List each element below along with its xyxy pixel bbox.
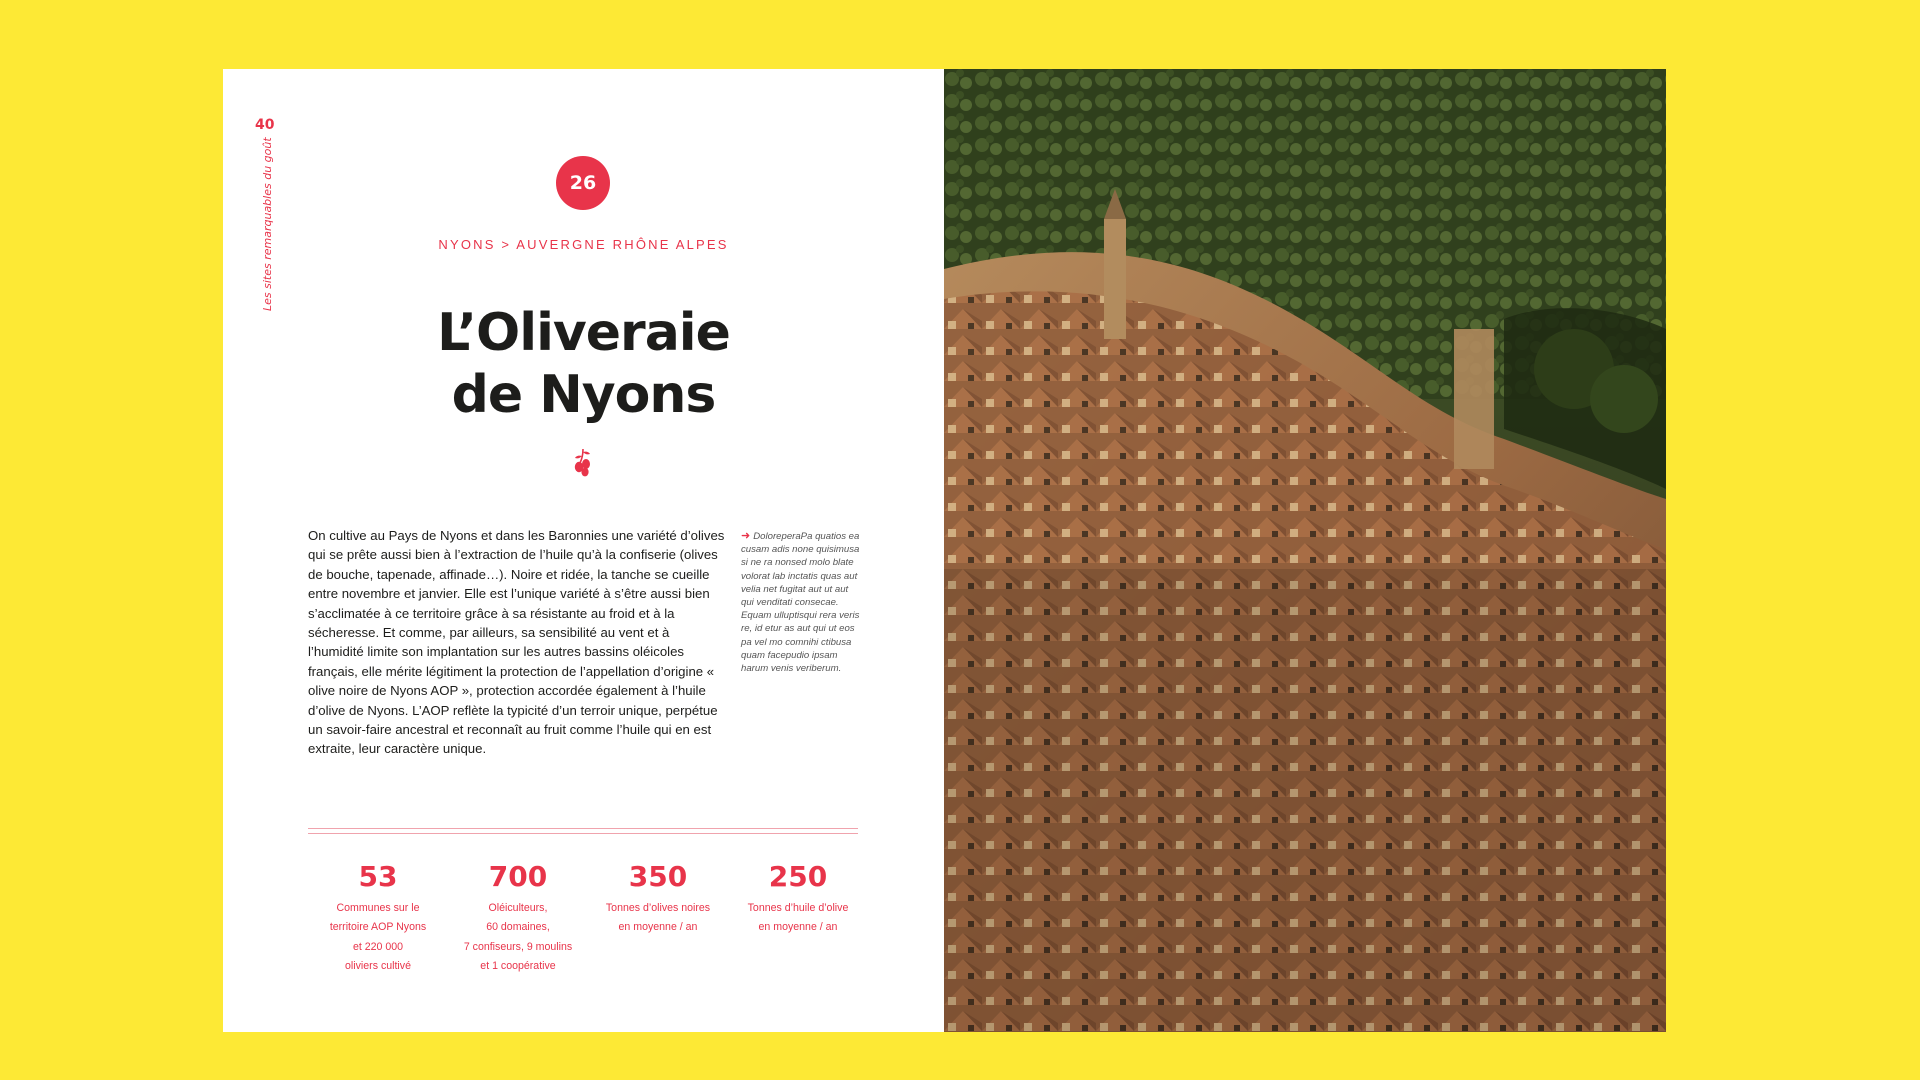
side-note <box>741 530 861 675</box>
arrow-right-icon: ➜ <box>741 530 751 542</box>
stat-label: Tonnes d’huile d’olive en moyenne / an <box>747 902 849 934</box>
stat-value: 250 <box>768 860 828 893</box>
running-title: Les sites remarquables du goût <box>261 137 274 311</box>
article-title <box>223 302 944 426</box>
right-page <box>944 69 1666 1032</box>
stat-oil-tonnage <box>728 859 868 938</box>
stat-label: Communes sur le territoire AOP Nyons et 220 000 oliviers cultivé <box>329 902 427 972</box>
stat-value: 700 <box>488 860 548 893</box>
site-number-badge: 26 <box>556 156 610 210</box>
title-line-1: L’Oliveraie <box>437 303 730 363</box>
title-line-2: de Nyons <box>451 365 716 425</box>
stat-oleiculteurs <box>448 859 588 976</box>
double-rule-divider <box>308 828 858 834</box>
page-number: 40 <box>255 117 275 133</box>
side-note-text: DoloreperaPa quatios ea cusam adis none quisimusa si ne ra nonsed molo blate volorat lab inctatis quas aut velia net fugitat aut ut aut qui venditati consecae. Equam ulluptisqui rera veris re, id etur as aut qui ut eos pa vel mo comnihi ctibusa quam facepudio ipsam harum venis veriberum. <box>741 531 860 675</box>
key-figures <box>308 859 868 989</box>
village-photo <box>944 69 1666 1032</box>
article-body: On cultive au Pays de Nyons et dans les Baronnies une variété d’olives qui se prête aussi bien à l’extraction de l’huile qu’à la confiserie (olives de bouche, tapenade, affinade…). Noire et ridée, la tanche se cueille entre novembre et janvier. Elle est l’unique variété à s’être aussi bien s’acclimatée à ce territoire grâce à sa résistante au froid et à la sécheresse. Et comme, par ailleurs, sa sensibilité au vent et à l’humidité limite son implantation sur les autres bassins oléicoles français, elle mérite légitiment la protection de l’appellation d’origine « olive noire de Nyons AOP », protection accordée également à l’huile d’olive de Nyons. L’AOP reflète la typicité d’un terroir unique, perpétue un savoir-faire ancestral et reconnaît au fruit comme l’huile qui en est extraite, leur caractère unique. <box>308 528 725 757</box>
stat-value: 350 <box>628 860 688 893</box>
olive-branch-icon <box>570 447 596 477</box>
stat-label: Tonnes d’olives noires en moyenne / an <box>605 902 711 934</box>
stat-label: Oléiculteurs, 60 domaines, 7 confiseurs, 9 moulins et 1 coopérative <box>463 902 573 972</box>
stat-olives-tonnage <box>588 859 728 938</box>
left-page <box>223 69 944 1032</box>
stat-communes <box>308 859 448 976</box>
magazine-spread <box>223 69 1666 1032</box>
location-breadcrumb: NYONS > AUVERGNE RHÔNE ALPES <box>438 237 729 252</box>
stat-value: 53 <box>358 860 398 893</box>
